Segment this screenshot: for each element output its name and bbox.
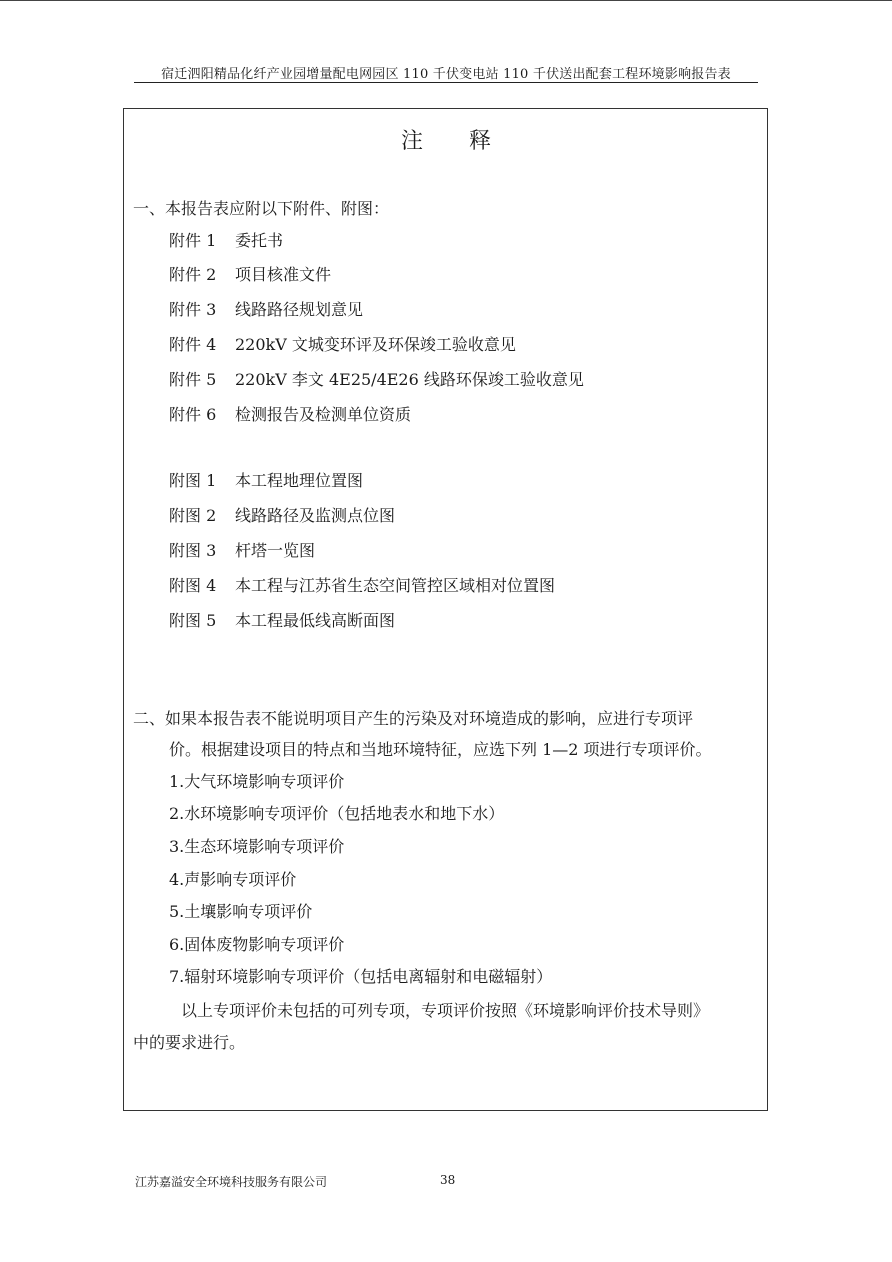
section2-heading-continued: 价。根据建设项目的特点和当地环境特征，应选下列 1—2 项进行专项评价。 — [169, 740, 712, 759]
special-assessment-item: 5.土壤影响专项评价 — [169, 902, 313, 921]
notes-frame — [123, 108, 768, 1111]
footer-company: 江苏嘉溢安全环境科技服务有限公司 — [135, 1175, 328, 1189]
closing-paragraph-continued: 中的要求进行。 — [133, 1033, 246, 1052]
attachment-label: 附件 4 — [169, 335, 217, 354]
attachment-item — [169, 302, 363, 318]
page-number: 38 — [440, 1173, 456, 1187]
special-assessment-item: 3.生态环境影响专项评价 — [169, 837, 345, 856]
attachment-label: 附件 5 — [169, 370, 217, 389]
figure-text: 杆塔一览图 — [235, 541, 316, 560]
attachment-item — [169, 233, 283, 249]
special-assessment-item: 7.辐射环境影响专项评价（包括电离辐射和电磁辐射） — [169, 967, 553, 986]
attachment-text: 项目核准文件 — [235, 265, 332, 284]
figure-text: 线路路径及监测点位图 — [235, 506, 396, 525]
attachment-label: 附件 6 — [169, 405, 217, 424]
figure-item — [169, 613, 395, 629]
special-assessment-item: 2.水环境影响专项评价（包括地表水和地下水） — [169, 804, 505, 823]
top-border-line — [0, 0, 892, 1]
figure-text: 本工程地理位置图 — [235, 471, 364, 490]
section2-heading: 二、如果本报告表不能说明项目产生的污染及对环境造成的影响，应进行专项评 — [133, 709, 694, 728]
notes-title: 注释 — [400, 129, 537, 154]
attachment-text: 委托书 — [235, 231, 284, 250]
special-assessment-item: 4.声影响专项评价 — [169, 870, 297, 889]
figure-item — [169, 473, 363, 489]
attachment-item — [169, 337, 516, 353]
attachment-text: 220kV 文城变环评及环保竣工验收意见 — [235, 335, 516, 354]
figure-label: 附图 1 — [169, 471, 217, 490]
running-header: 宿迁泗阳精品化纤产业园增量配电网园区 110 千伏变电站 110 千伏送出配套工程环境影响报告表 — [161, 67, 731, 82]
attachment-item — [169, 267, 331, 283]
figure-label: 附图 3 — [169, 541, 217, 560]
closing-paragraph: 以上专项评价未包括的可列专项，专项评价按照《环境影响评价技术导则》 — [181, 1001, 710, 1020]
attachment-label: 附件 1 — [169, 231, 217, 250]
special-assessment-item: 1.大气环境影响专项评价 — [169, 772, 345, 791]
figure-item — [169, 543, 315, 559]
attachment-text: 检测报告及检测单位资质 — [235, 405, 412, 424]
header-rule — [134, 82, 758, 83]
attachment-label: 附件 3 — [169, 300, 217, 319]
special-assessment-item: 6.固体废物影响专项评价 — [169, 935, 345, 954]
figure-item — [169, 508, 395, 524]
figure-label: 附图 5 — [169, 611, 217, 630]
figure-text: 本工程与江苏省生态空间管控区域相对位置图 — [235, 576, 556, 595]
attachment-item — [169, 372, 584, 388]
attachment-text: 线路路径规划意见 — [235, 300, 364, 319]
figure-item — [169, 578, 555, 594]
attachment-label: 附件 2 — [169, 265, 217, 284]
attachment-item — [169, 407, 411, 423]
section1-heading: 一、本报告表应附以下附件、附图： — [133, 199, 390, 218]
figure-label: 附图 2 — [169, 506, 217, 525]
figure-label: 附图 4 — [169, 576, 217, 595]
attachment-text: 220kV 李文 4E25/4E26 线路环保竣工验收意见 — [235, 370, 584, 389]
figure-text: 本工程最低线高断面图 — [235, 611, 396, 630]
